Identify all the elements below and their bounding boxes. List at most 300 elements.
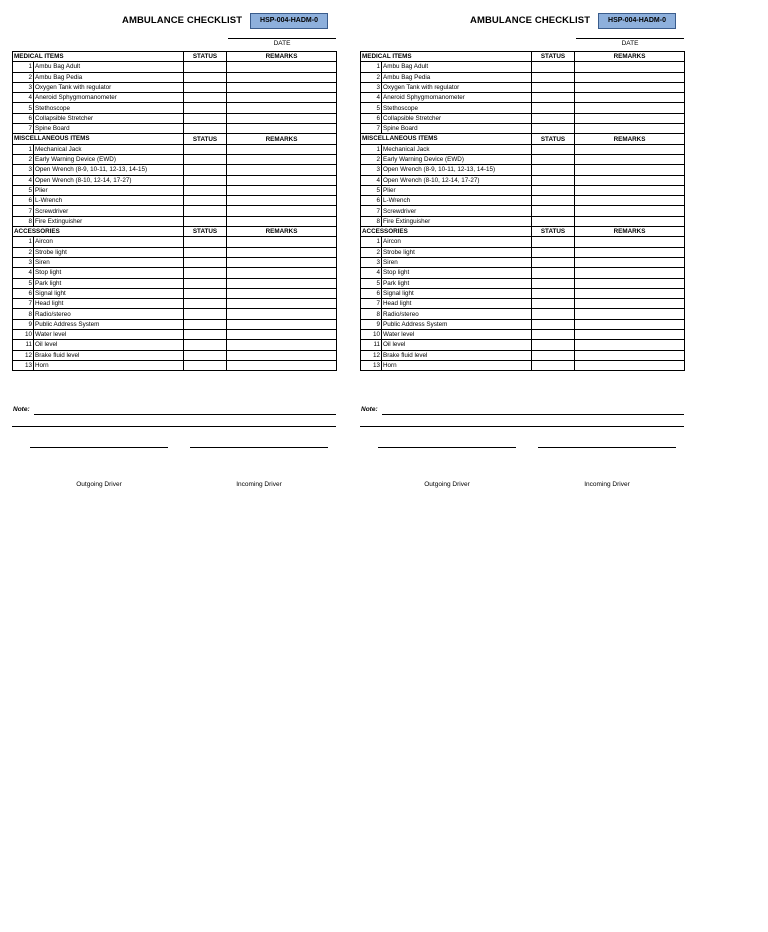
checklist-row	[13, 175, 337, 185]
remarks-cell[interactable]	[575, 206, 685, 216]
checklist-row	[361, 196, 685, 206]
checklist-row	[361, 319, 685, 329]
section-title: ACCESSORIES	[361, 227, 532, 237]
status-cell[interactable]	[532, 154, 575, 164]
status-column-header: STATUS	[184, 227, 227, 237]
status-cell[interactable]	[184, 360, 227, 370]
status-cell[interactable]	[532, 196, 575, 206]
status-column-header: STATUS	[532, 52, 575, 62]
status-cell[interactable]	[532, 62, 575, 72]
item-number: 3	[361, 257, 382, 267]
item-number: 7	[13, 124, 34, 134]
checklist-row	[361, 124, 685, 134]
checklist-row	[361, 72, 685, 82]
status-cell[interactable]	[184, 330, 227, 340]
remarks-cell[interactable]	[575, 113, 685, 123]
form-code-badge: HSP-004-HADM-0	[598, 13, 676, 29]
item-label: Spine Board	[382, 124, 532, 134]
item-number: 3	[13, 257, 34, 267]
checklist-row	[13, 154, 337, 164]
item-label: Radio/stereo	[382, 309, 532, 319]
item-label: Plier	[34, 185, 184, 195]
incoming-driver-signature-line[interactable]	[538, 447, 676, 448]
item-label: Open Wrench (8-10, 12-14, 17-27)	[34, 175, 184, 185]
status-cell[interactable]	[184, 278, 227, 288]
remarks-cell[interactable]	[227, 62, 337, 72]
item-label: Signal light	[34, 288, 184, 298]
item-label: Signal light	[382, 288, 532, 298]
item-label: Public Address System	[382, 319, 532, 329]
status-cell[interactable]	[184, 319, 227, 329]
item-number: 6	[13, 196, 34, 206]
item-number: 1	[13, 237, 34, 247]
remarks-cell[interactable]	[227, 257, 337, 267]
status-cell[interactable]	[184, 62, 227, 72]
checklist-row	[361, 82, 685, 92]
status-cell[interactable]	[184, 185, 227, 195]
checklist-row	[13, 185, 337, 195]
item-label: Aircon	[382, 237, 532, 247]
item-label: Head light	[382, 299, 532, 309]
item-label: Park light	[34, 278, 184, 288]
status-cell[interactable]	[532, 330, 575, 340]
checklist-row	[13, 360, 337, 370]
outgoing-driver-label: Outgoing Driver	[76, 481, 122, 488]
remarks-cell[interactable]	[227, 165, 337, 175]
remarks-cell[interactable]	[575, 93, 685, 103]
item-number: 5	[13, 103, 34, 113]
item-label: Fire Extinguisher	[34, 216, 184, 226]
remarks-cell[interactable]	[575, 299, 685, 309]
checklist-row	[361, 206, 685, 216]
checklist-row	[361, 350, 685, 360]
checklist-row	[13, 268, 337, 278]
item-label: Open Wrench (8-9, 10-11, 12-13, 14-15)	[382, 165, 532, 175]
outgoing-driver-label: Outgoing Driver	[424, 481, 470, 488]
item-label: Mechanical Jack	[382, 144, 532, 154]
section-title: MEDICAL ITEMS	[361, 52, 532, 62]
checklist-row	[13, 72, 337, 82]
status-cell[interactable]	[532, 257, 575, 267]
status-cell[interactable]	[532, 175, 575, 185]
item-number: 2	[361, 247, 382, 257]
checklist-row	[13, 62, 337, 72]
status-cell[interactable]	[532, 268, 575, 278]
item-label: Stop light	[382, 268, 532, 278]
item-number: 11	[361, 340, 382, 350]
checklist-row	[361, 247, 685, 257]
item-label: L-Wrench	[34, 196, 184, 206]
checklist-row	[13, 216, 337, 226]
remarks-cell[interactable]	[575, 103, 685, 113]
outgoing-driver-signature-line[interactable]	[378, 447, 516, 448]
remarks-cell[interactable]	[227, 196, 337, 206]
status-cell[interactable]	[184, 299, 227, 309]
checklist-table	[12, 51, 337, 371]
item-label: Radio/stereo	[34, 309, 184, 319]
remarks-cell[interactable]	[227, 350, 337, 360]
remarks-cell[interactable]	[227, 340, 337, 350]
checklist-form-left	[12, 10, 336, 488]
remarks-column-header: REMARKS	[575, 227, 685, 237]
item-label: Ambu Bag Adult	[382, 62, 532, 72]
checklist-row	[361, 144, 685, 154]
remarks-cell[interactable]	[575, 185, 685, 195]
item-number: 5	[361, 278, 382, 288]
remarks-cell[interactable]	[227, 175, 337, 185]
item-number: 3	[13, 82, 34, 92]
note-label: Note:	[361, 406, 378, 413]
item-label: Collapsible Stretcher	[382, 113, 532, 123]
item-number: 8	[13, 309, 34, 319]
remarks-cell[interactable]	[575, 237, 685, 247]
status-cell[interactable]	[532, 278, 575, 288]
status-cell[interactable]	[532, 124, 575, 134]
note-area[interactable]	[360, 406, 684, 430]
checklist-row	[361, 309, 685, 319]
checklist-row	[13, 165, 337, 175]
checklist-row	[13, 113, 337, 123]
status-cell[interactable]	[532, 103, 575, 113]
item-number: 6	[361, 288, 382, 298]
form-header	[12, 10, 336, 34]
status-cell[interactable]	[184, 82, 227, 92]
remarks-cell[interactable]	[227, 144, 337, 154]
section-title: ACCESSORIES	[13, 227, 184, 237]
item-number: 4	[361, 268, 382, 278]
checklist-row	[13, 288, 337, 298]
checklist-row	[13, 309, 337, 319]
checklist-row	[361, 278, 685, 288]
status-cell[interactable]	[532, 247, 575, 257]
note-line	[382, 414, 684, 415]
checklist-row	[361, 103, 685, 113]
item-label: Water level	[382, 330, 532, 340]
status-cell[interactable]	[532, 72, 575, 82]
section-title: MEDICAL ITEMS	[13, 52, 184, 62]
item-number: 4	[13, 268, 34, 278]
status-cell[interactable]	[532, 144, 575, 154]
remarks-cell[interactable]	[227, 278, 337, 288]
checklist-row	[361, 113, 685, 123]
status-cell[interactable]	[184, 93, 227, 103]
status-cell[interactable]	[184, 237, 227, 247]
status-cell[interactable]	[184, 257, 227, 267]
checklist-row	[13, 350, 337, 360]
item-label: Open Wrench (8-10, 12-14, 17-27)	[382, 175, 532, 185]
item-number: 1	[361, 144, 382, 154]
remarks-cell[interactable]	[575, 62, 685, 72]
note-line	[360, 426, 684, 427]
checklist-row	[13, 237, 337, 247]
status-cell[interactable]	[184, 350, 227, 360]
remarks-cell[interactable]	[227, 268, 337, 278]
status-cell[interactable]	[184, 175, 227, 185]
status-cell[interactable]	[532, 350, 575, 360]
remarks-cell[interactable]	[227, 237, 337, 247]
item-label: Early Warning Device (EWD)	[382, 154, 532, 164]
outgoing-driver-signature-line[interactable]	[30, 447, 168, 448]
remarks-cell[interactable]	[227, 299, 337, 309]
remarks-cell[interactable]	[227, 72, 337, 82]
item-number: 12	[361, 350, 382, 360]
section-title: MISCELLANEOUS ITEMS	[361, 134, 532, 144]
status-cell[interactable]	[532, 288, 575, 298]
section-header-row	[361, 134, 685, 144]
remarks-cell[interactable]	[227, 103, 337, 113]
checklist-row	[361, 340, 685, 350]
item-number: 4	[13, 93, 34, 103]
remarks-cell[interactable]	[227, 93, 337, 103]
remarks-column-header: REMARKS	[227, 134, 337, 144]
item-label: Mechanical Jack	[34, 144, 184, 154]
checklist-row	[13, 144, 337, 154]
status-cell[interactable]	[184, 113, 227, 123]
item-label: Early Warning Device (EWD)	[34, 154, 184, 164]
remarks-cell[interactable]	[575, 165, 685, 175]
remarks-cell[interactable]	[575, 278, 685, 288]
remarks-cell[interactable]	[575, 319, 685, 329]
item-number: 8	[13, 216, 34, 226]
checklist-form-right	[360, 10, 684, 488]
status-cell[interactable]	[532, 185, 575, 195]
item-label: Ambu Bag Adult	[34, 62, 184, 72]
form-title: AMBULANCE CHECKLIST	[122, 15, 243, 26]
remarks-cell[interactable]	[227, 113, 337, 123]
item-number: 7	[361, 206, 382, 216]
status-cell[interactable]	[532, 299, 575, 309]
checklist-row	[361, 330, 685, 340]
item-number: 12	[13, 350, 34, 360]
item-label: Oxygen Tank with regulator	[382, 82, 532, 92]
item-number: 6	[13, 288, 34, 298]
item-label: Oil level	[34, 340, 184, 350]
item-label: Water level	[34, 330, 184, 340]
item-label: Stethoscope	[34, 103, 184, 113]
remarks-column-header: REMARKS	[575, 134, 685, 144]
item-label: Aneroid Sphygmomanometer	[382, 93, 532, 103]
status-cell[interactable]	[532, 340, 575, 350]
checklist-row	[13, 124, 337, 134]
checklist-row	[361, 62, 685, 72]
checklist-table	[360, 51, 685, 371]
incoming-driver-signature-line[interactable]	[190, 447, 328, 448]
section-header-row	[13, 134, 337, 144]
item-label: L-Wrench	[382, 196, 532, 206]
item-label: Screwdriver	[34, 206, 184, 216]
remarks-cell[interactable]	[575, 216, 685, 226]
remarks-cell[interactable]	[575, 340, 685, 350]
status-cell[interactable]	[532, 319, 575, 329]
status-cell[interactable]	[184, 216, 227, 226]
item-number: 6	[361, 113, 382, 123]
section-header-row	[361, 52, 685, 62]
status-cell[interactable]	[532, 165, 575, 175]
remarks-cell[interactable]	[227, 216, 337, 226]
section-title: MISCELLANEOUS ITEMS	[13, 134, 184, 144]
item-number: 3	[361, 82, 382, 92]
status-cell[interactable]	[184, 72, 227, 82]
status-cell[interactable]	[184, 247, 227, 257]
remarks-cell[interactable]	[575, 144, 685, 154]
status-cell[interactable]	[532, 216, 575, 226]
remarks-cell[interactable]	[575, 360, 685, 370]
remarks-cell[interactable]	[575, 257, 685, 267]
status-cell[interactable]	[532, 237, 575, 247]
remarks-cell[interactable]	[575, 330, 685, 340]
incoming-driver-label: Incoming Driver	[584, 481, 630, 488]
item-number: 1	[361, 237, 382, 247]
remarks-cell[interactable]	[227, 247, 337, 257]
remarks-cell[interactable]	[227, 330, 337, 340]
date-field-line[interactable]	[576, 38, 684, 39]
item-label: Stop light	[34, 268, 184, 278]
item-label: Horn	[34, 360, 184, 370]
checklist-row	[361, 268, 685, 278]
section-header-row	[13, 227, 337, 237]
remarks-cell[interactable]	[575, 72, 685, 82]
item-number: 4	[361, 175, 382, 185]
checklist-row	[361, 93, 685, 103]
status-cell[interactable]	[184, 340, 227, 350]
status-cell[interactable]	[532, 113, 575, 123]
remarks-cell[interactable]	[575, 309, 685, 319]
checklist-row	[361, 257, 685, 267]
item-number: 7	[13, 299, 34, 309]
remarks-cell[interactable]	[575, 154, 685, 164]
item-number: 5	[361, 185, 382, 195]
checklist-row	[361, 237, 685, 247]
checklist-row	[361, 216, 685, 226]
checklist-row	[13, 319, 337, 329]
status-cell[interactable]	[532, 360, 575, 370]
status-cell[interactable]	[184, 124, 227, 134]
remarks-cell[interactable]	[227, 154, 337, 164]
remarks-column-header: REMARKS	[227, 52, 337, 62]
remarks-cell[interactable]	[227, 124, 337, 134]
item-number: 5	[13, 278, 34, 288]
status-cell[interactable]	[184, 165, 227, 175]
remarks-cell[interactable]	[227, 185, 337, 195]
status-cell[interactable]	[184, 144, 227, 154]
status-cell[interactable]	[532, 93, 575, 103]
checklist-row	[13, 278, 337, 288]
status-column-header: STATUS	[184, 134, 227, 144]
remarks-column-header: REMARKS	[575, 52, 685, 62]
status-cell[interactable]	[184, 309, 227, 319]
item-number: 8	[361, 309, 382, 319]
note-line	[12, 426, 336, 427]
remarks-cell[interactable]	[575, 175, 685, 185]
item-number: 5	[13, 185, 34, 195]
remarks-cell[interactable]	[227, 360, 337, 370]
item-number: 13	[361, 360, 382, 370]
item-number: 6	[13, 113, 34, 123]
item-number: 11	[13, 340, 34, 350]
item-label: Oxygen Tank with regulator	[34, 82, 184, 92]
checklist-row	[361, 360, 685, 370]
status-cell[interactable]	[532, 206, 575, 216]
remarks-cell[interactable]	[227, 319, 337, 329]
remarks-cell[interactable]	[227, 206, 337, 216]
status-cell[interactable]	[184, 206, 227, 216]
checklist-row	[13, 93, 337, 103]
item-label: Brake fluid level	[34, 350, 184, 360]
item-label: Aircon	[34, 237, 184, 247]
checklist-row	[13, 247, 337, 257]
item-label: Public Address System	[34, 319, 184, 329]
remarks-cell[interactable]	[227, 82, 337, 92]
item-number: 9	[13, 319, 34, 329]
status-cell[interactable]	[532, 309, 575, 319]
item-label: Oil level	[382, 340, 532, 350]
note-area[interactable]	[12, 406, 336, 430]
item-label: Open Wrench (8-9, 10-11, 12-13, 14-15)	[34, 165, 184, 175]
section-header-row	[361, 227, 685, 237]
checklist-row	[13, 340, 337, 350]
checklist-row	[361, 299, 685, 309]
checklist-row	[13, 196, 337, 206]
section-header-row	[13, 52, 337, 62]
status-cell[interactable]	[532, 82, 575, 92]
item-label: Horn	[382, 360, 532, 370]
checklist-row	[361, 154, 685, 164]
item-number: 10	[13, 330, 34, 340]
item-label: Strobe light	[34, 247, 184, 257]
date-field-line[interactable]	[228, 38, 336, 39]
remarks-cell[interactable]	[575, 268, 685, 278]
item-number: 8	[361, 216, 382, 226]
checklist-row	[361, 165, 685, 175]
checklist-row	[361, 288, 685, 298]
item-number: 4	[13, 175, 34, 185]
remarks-cell[interactable]	[575, 247, 685, 257]
note-line	[34, 414, 336, 415]
item-label: Strobe light	[382, 247, 532, 257]
item-label: Ambu Bag Pedia	[34, 72, 184, 82]
form-code-badge: HSP-004-HADM-0	[250, 13, 328, 29]
remarks-column-header: REMARKS	[227, 227, 337, 237]
checklist-row	[361, 185, 685, 195]
remarks-cell[interactable]	[575, 288, 685, 298]
remarks-cell[interactable]	[227, 309, 337, 319]
item-number: 4	[361, 93, 382, 103]
status-cell[interactable]	[184, 288, 227, 298]
item-number: 6	[361, 196, 382, 206]
item-number: 7	[361, 299, 382, 309]
status-column-header: STATUS	[184, 52, 227, 62]
item-number: 7	[13, 206, 34, 216]
remarks-cell[interactable]	[575, 124, 685, 134]
item-number: 1	[361, 62, 382, 72]
remarks-cell[interactable]	[227, 288, 337, 298]
status-cell[interactable]	[184, 268, 227, 278]
item-number: 13	[13, 360, 34, 370]
checklist-row	[13, 257, 337, 267]
remarks-cell[interactable]	[575, 196, 685, 206]
remarks-cell[interactable]	[575, 350, 685, 360]
remarks-cell[interactable]	[575, 82, 685, 92]
status-cell[interactable]	[184, 196, 227, 206]
form-title: AMBULANCE CHECKLIST	[470, 15, 591, 26]
item-number: 2	[13, 154, 34, 164]
date-label: DATE	[621, 40, 639, 47]
status-cell[interactable]	[184, 154, 227, 164]
status-cell[interactable]	[184, 103, 227, 113]
checklist-row	[13, 82, 337, 92]
item-number: 3	[13, 165, 34, 175]
item-label: Plier	[382, 185, 532, 195]
